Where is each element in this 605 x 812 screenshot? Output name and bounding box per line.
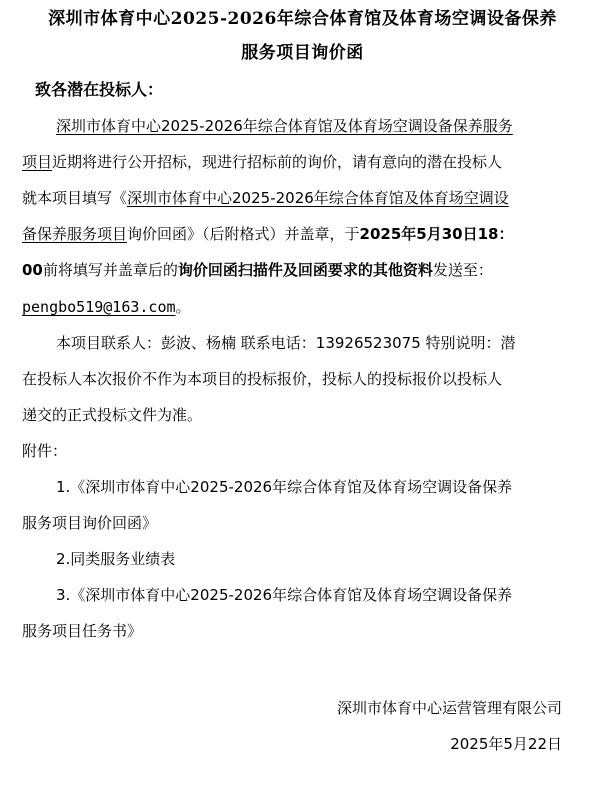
body-line <box>22 151 502 173</box>
document-title-line2: 服务项目询价函 <box>241 43 364 63</box>
attachment-item-1-cont: 服务项目询价回函》 <box>22 514 158 532</box>
project-name-underlined: 项目 <box>22 153 53 171</box>
signature-date: 2025年5月22日 <box>450 735 562 753</box>
body-text: 发送至： <box>432 261 493 279</box>
attachment-item-1: 1.《深圳市体育中心2025-2026年综合体育馆及体育场空调设备保养 <box>56 478 513 496</box>
attachment-item-2: 2.同类服务业绩表 <box>56 550 176 568</box>
body-text: 前将填写并盖章后的 <box>42 261 178 279</box>
body-text: 就本项目填写《 <box>22 189 128 207</box>
attachment-item-3: 3.《深圳市体育中心2025-2026年综合体育馆及体育场空调设备保养 <box>56 586 513 604</box>
body-text: 询价回函》（后附格式）并盖章，于 <box>127 225 360 243</box>
contact-line: 本项目联系人：彭波、杨楠 联系电话：13926523075 特别说明：潜 <box>56 334 516 352</box>
body-line <box>22 259 493 281</box>
email-link[interactable]: pengbo519@163.com <box>22 298 176 316</box>
attachments-heading: 附件： <box>22 442 68 460</box>
signature-org: 深圳市体育中心运营管理有限公司 <box>336 699 562 717</box>
body-line <box>22 187 509 209</box>
attachment-item-3-cont: 服务项目任务书》 <box>22 622 143 640</box>
body-text: 近期将进行公开招标，现进行招标前的询价，请有意向的潜在投标人 <box>52 153 503 171</box>
note-line: 在投标人本次报价不作为本项目的投标报价，投标人的投标报价以投标人 <box>22 370 503 388</box>
body-line <box>22 223 513 245</box>
project-name-underlined: 深圳市体育中心2025-2026年综合体育馆及体育场空调设备保养服务 <box>56 117 513 135</box>
required-materials: 询价回函扫描件及回函要求的其他资料 <box>177 261 433 279</box>
salutation: 致各潜在投标人： <box>35 80 164 99</box>
deadline-time: 00 <box>22 261 43 279</box>
project-name-underlined: 备保养服务项目 <box>22 225 128 243</box>
body-text: 。 <box>175 298 191 316</box>
body-line <box>22 296 191 318</box>
note-line: 递交的正式投标文件为准。 <box>22 406 203 424</box>
document-title-line1: 深圳市体育中心2025-2026年综合体育馆及体育场空调设备保养 <box>48 9 557 29</box>
deadline-date: 2025年5月30日18： <box>359 225 514 243</box>
body-line <box>56 115 513 137</box>
project-name-underlined: 深圳市体育中心2025-2026年综合体育馆及体育场空调设 <box>127 189 509 207</box>
